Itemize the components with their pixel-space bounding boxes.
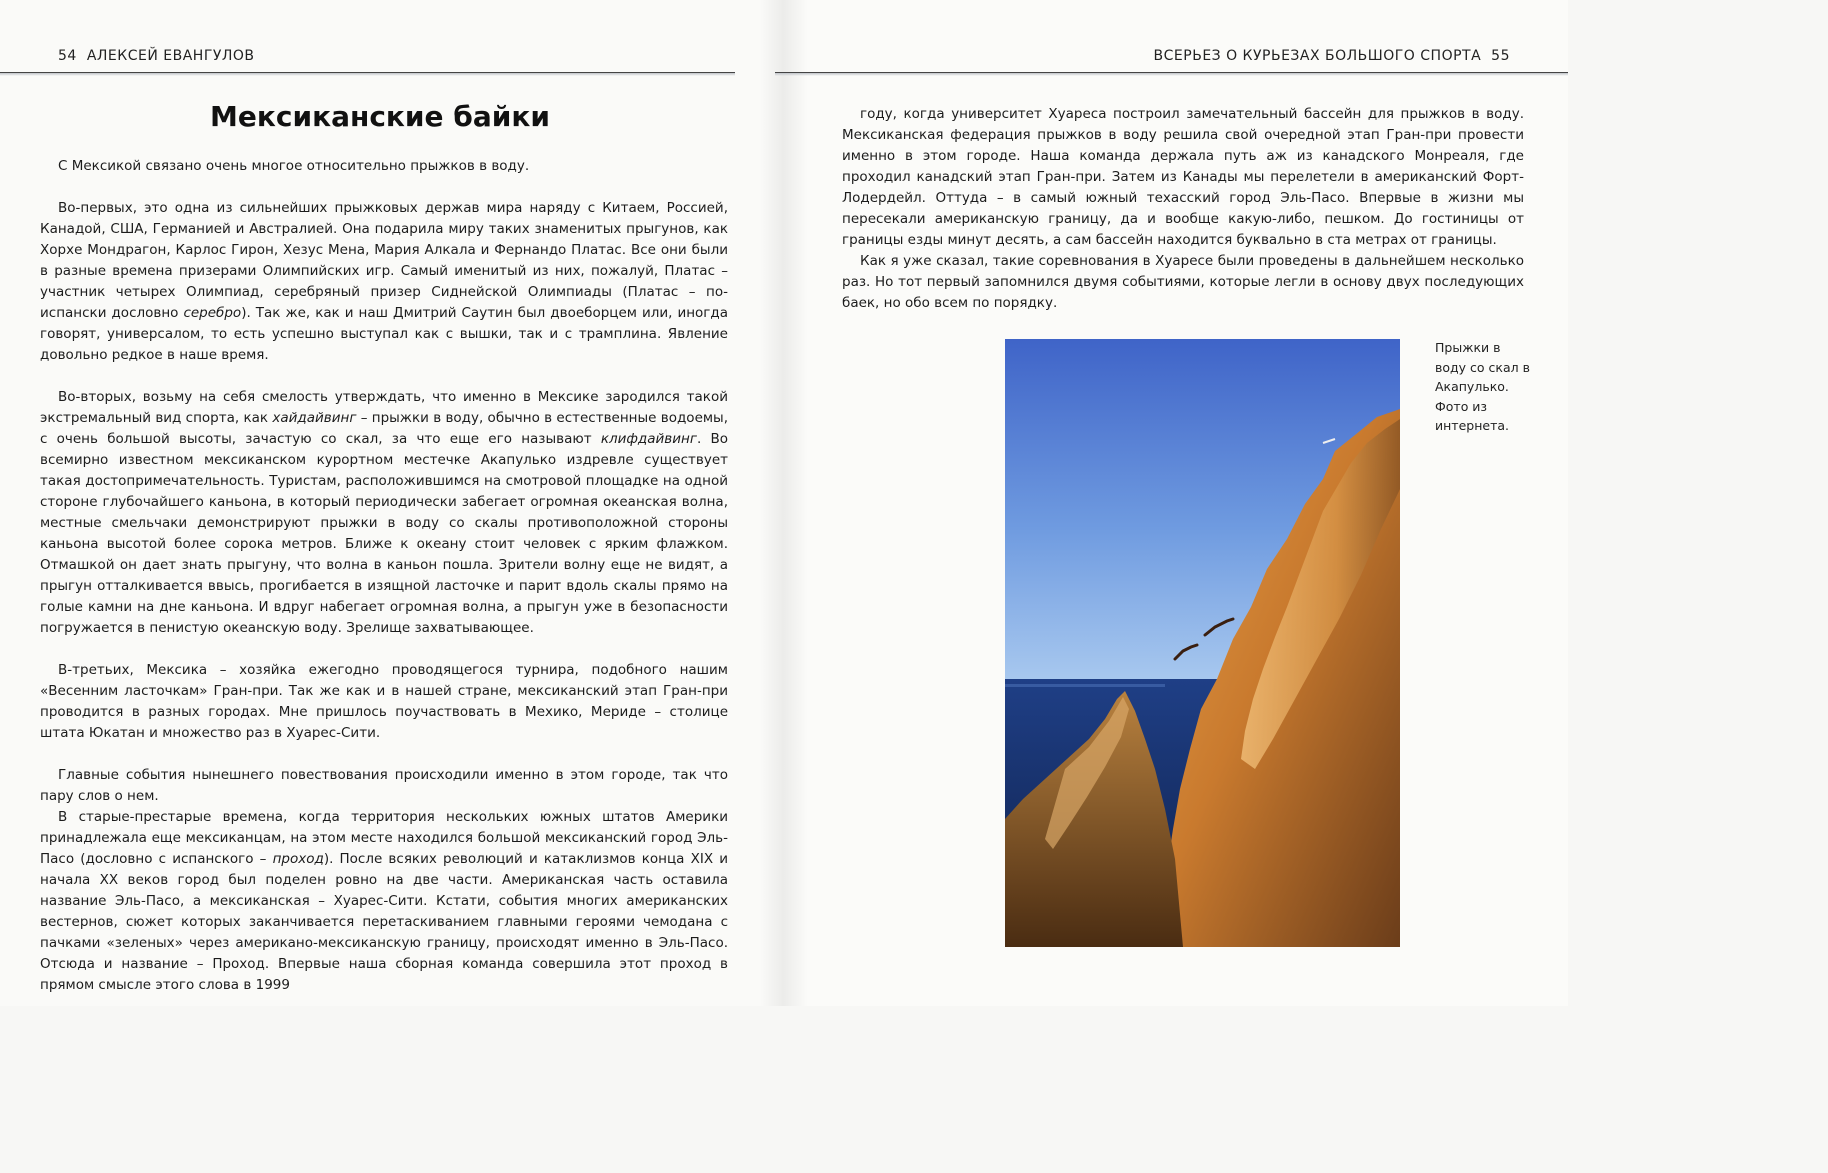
paragraph xyxy=(842,251,1524,314)
paragraph-emphasis: серебро xyxy=(183,305,242,321)
paragraph xyxy=(40,156,728,177)
paragraph-text: С Мексикой связано очень многое относительно прыжков в воду. xyxy=(58,158,530,174)
right-header-rule-shade xyxy=(775,73,1568,76)
paragraph xyxy=(40,387,728,639)
photo-caption: Прыжки в воду со скал в Акапулько. Фото из интернета. xyxy=(1435,340,1530,433)
paragraph-emphasis: хайдайвинг xyxy=(272,410,357,426)
paragraph-text: ). Так же, как и наш Дмитрий Саутин был двоеборцем или, иногда говорят, универсалом, то есть успешно выступал как с вышки, так и с трамплина. Явление довольно редкое в наше время. xyxy=(40,305,728,363)
left-header-rule-shade xyxy=(0,73,735,76)
left-running-head xyxy=(48,48,255,64)
paragraph-text: В старые-престарые времена, когда территория нескольких южных штатов Америки принадлежала еще мексиканцам, на этом месте находился большой мексиканский город Эль-Пасо (дословно с испанского – xyxy=(40,809,728,867)
paragraph xyxy=(40,807,728,996)
author-name: АЛЕКСЕЙ ЕВАНГУЛОВ xyxy=(86,48,255,64)
left-page-number: 54 xyxy=(58,48,77,64)
paragraph xyxy=(40,765,728,807)
chapter-title: Мексиканские байки xyxy=(210,100,550,133)
paragraph xyxy=(842,104,1524,251)
book-gutter xyxy=(760,0,808,1006)
photo-horizon xyxy=(1005,684,1165,687)
paragraph xyxy=(40,660,728,744)
paragraph-text: В-третьих, Мексика – хозяйка ежегодно проводящегося турнира, подобного нашим «Весенним ласточкам» Гран-при. Так же как и в нашей стране, мексиканский этап Гран-при проводится в разных городах. Мне пришлось поучаствовать в Мехико, Мериде – столице штата Юкатан и множество раз в Хуарес-Сити. xyxy=(40,662,728,741)
paragraph-emphasis: клифдайвинг xyxy=(600,431,697,447)
cliff-diving-photo xyxy=(1005,339,1400,947)
right-page-number: 55 xyxy=(1491,48,1510,64)
paragraph-text: ). После всяких революций и катаклизмов конца XIX и начала XX веков город был поделен ровно на две части. Американская часть оставила название Эль-Пасо, а мексиканская – Хуарес-Сити. Кстати, события многих американских вестернов, сюжет которых заканчивается перетаскиванием главными героями чемодана с пачками «зеленых» через американо-мексиканскую границу, происходят именно в Эль-Пасо. Отсюда и название – Проход. Впервые наша сборная команда совершила этот проход в прямом смысле этого слова в 1999 xyxy=(40,851,728,993)
paragraph-text: – прыжки в воду, обычно в естественные водоемы, с очень большой высоты, зачастую со скал, за что еще его называют xyxy=(40,410,729,447)
paragraph-text: году, когда университет Хуареса построил замечательный бассейн для прыжков в воду. Мексиканская федерация прыжков в воду решила свой очередной этап Гран-при провести именно в этом городе. Наша команда держала путь аж из канадского Монреаля, где проходил канадский этап Гран-при. Затем из Канады мы перелетели в американский Форт-Лодердейл. Оттуда – в самый южный техасский город Эль-Пасо. Впервые в жизни мы пересекали американскую границу, да и вообще какую-либо, пешком. До гостиницы от границы езды минут десять, а сам бассейн находится буквально в ста метрах от границы. xyxy=(842,106,1524,248)
paragraph-text: Во-вторых, возьму на себя смелость утверждать, что именно в Мексике зародился такой экстремальный вид спорта, как xyxy=(40,389,728,426)
paragraph-text: Как я уже сказал, такие соревнования в Хуаресе были проведены в дальнейшем несколько раз. Но тот первый запомнился двумя событиями, которые легли в основу двух последующих баек, но обо всем по порядку. xyxy=(842,253,1524,311)
paragraph xyxy=(40,198,728,366)
right-text-column xyxy=(842,104,1524,314)
left-text-column xyxy=(40,156,728,996)
paragraph-emphasis: проход xyxy=(272,851,324,867)
paragraph-text: Главные события нынешнего повествования происходили именно в этом городе, так что пару слов о нем. xyxy=(40,767,728,804)
right-running-head xyxy=(1154,48,1520,64)
paragraph-text: . Во всемирно известном мексиканском курортном местечке Акапулько издревле существует такая достопримечательность. Туристам, расположившимся на смотровой площадке на одной стороне глубочайшего каньона, в который периодически забегает огромная океанская волна, местные смельчаки демонстрируют прыжки в воду со скалы противоположной стороны каньона высотой более сорока метров. Ближе к океану стоит человек с ярким флажком. Отмашкой он дает знать прыгуну, что волна в каньон пошла. Зрители волну еще не видят, а прыгун отталкивается ввысь, прогибается в изящной ласточке и парит вдоль скалы прямо на голые камни на дне каньона. И вдруг набегает огромная волна, а прыгун уже в безопасности погружается в пенистую океанскую воду. Зрелище захватывающее. xyxy=(40,431,728,636)
paragraph-text: Во-первых, это одна из сильнейших прыжковых держав мира наряду с Китаем, Россией, Канадой, США, Германией и Австралией. Она подарила миру таких знаменитых прыгунов, как Хорхе Мондрагон, Карлос Гирон, Хезус Мена, Мария Алкала и Фернандо Платас. Все они были в разные времена призерами Олимпийских игр. Самый именитый из них, пожалуй, Платас – участник четырех Олимпиад, серебряный призер Сиднейской Олимпиады (Платас – по-испански дословно xyxy=(40,200,728,321)
book-title: ВСЕРЬЕЗ О КУРЬЕЗАХ БОЛЬШОГО СПОРТА xyxy=(1153,48,1482,64)
